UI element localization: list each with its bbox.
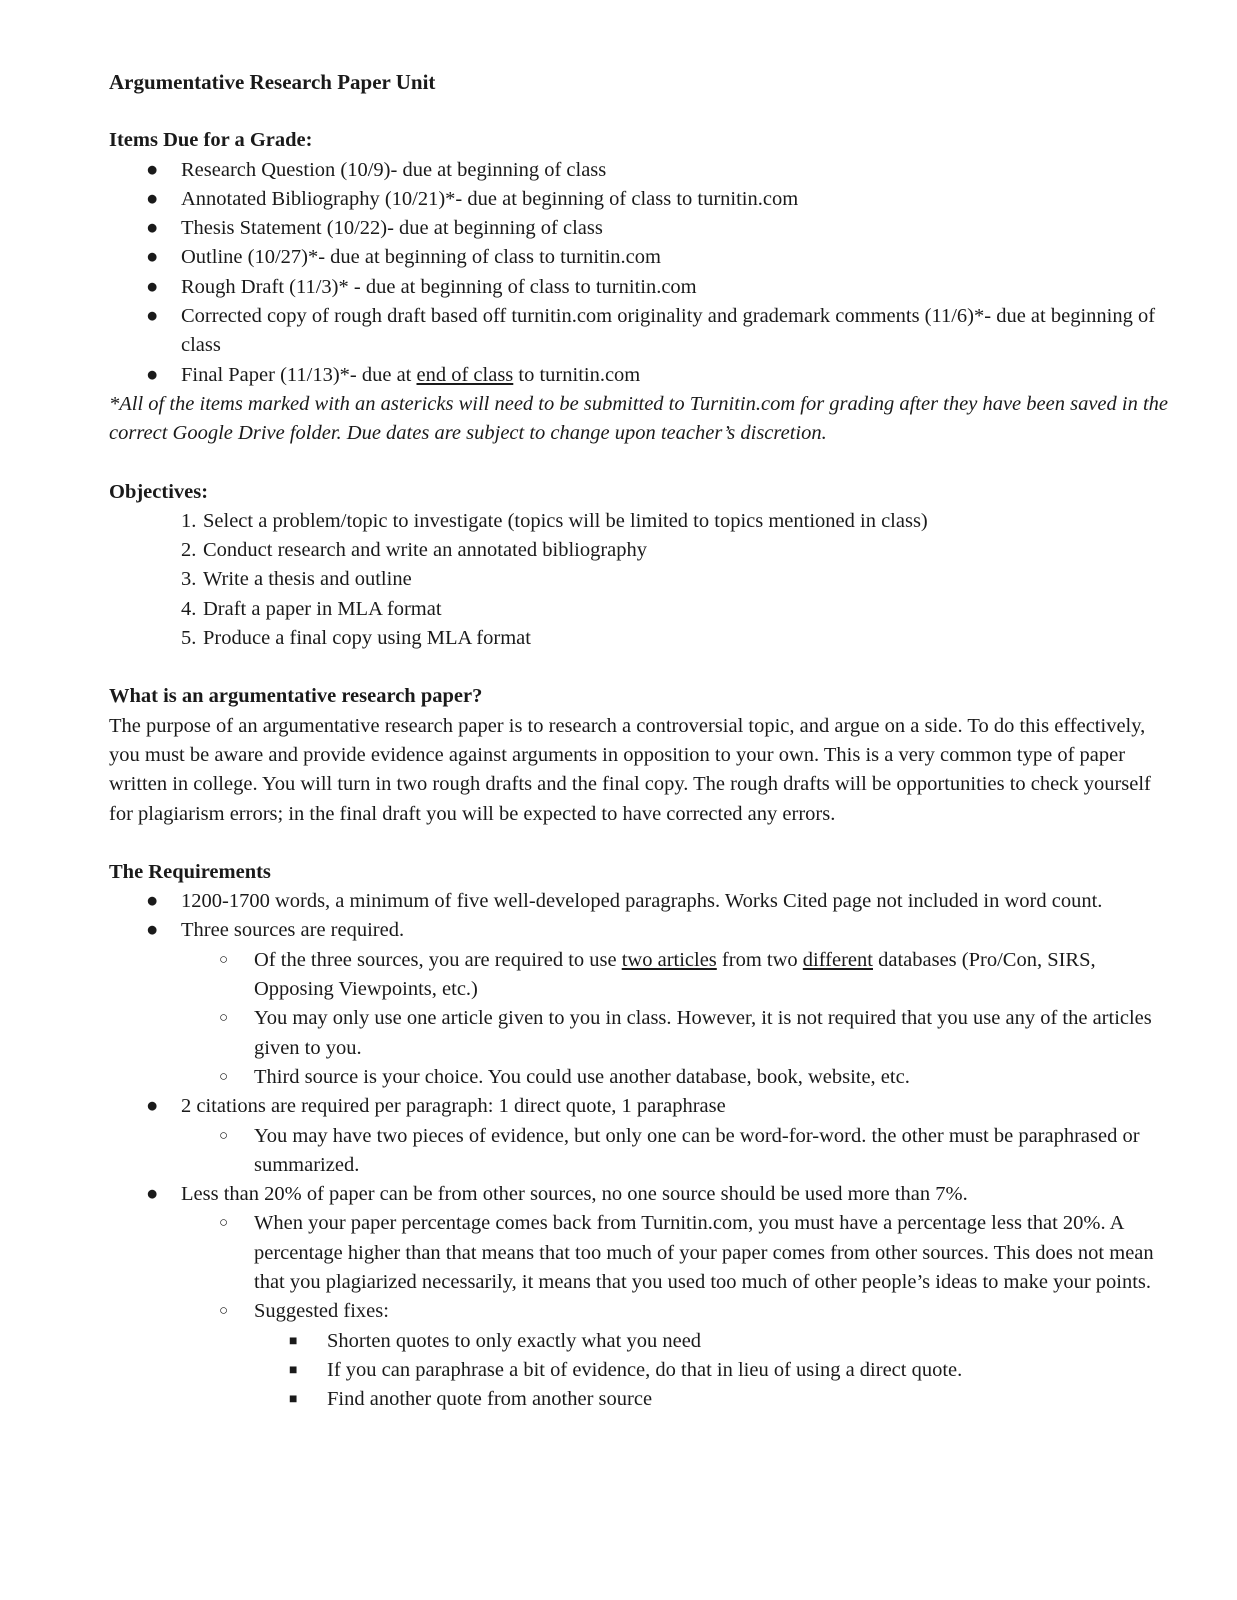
bullet-icon: ●: [146, 187, 159, 210]
circle-bullet-icon: ○: [219, 1303, 229, 1320]
bullet-icon: ●: [146, 919, 159, 942]
list-item: 1. Select a problem/topic to investigate (topics will be limited to topics mentioned in class): [181, 509, 928, 532]
bullet-icon: ●: [146, 890, 159, 913]
list-item: ● Outline (10/27)*- due at beginning of class to turnitin.com: [109, 243, 1169, 272]
sub-list-item: ○ You may only use one article given to you in class. However, it is not required that you use any of the articles given to you.: [109, 1004, 1169, 1063]
circle-bullet-icon: ○: [219, 951, 229, 968]
list-item: ● Three sources are required.: [109, 916, 1169, 945]
list-item: ● Less than 20% of paper can be from other sources, no one source should be used more than 7%.: [109, 1180, 1169, 1209]
list-item: ● Corrected copy of rough draft based off turnitin.com originality and grademark comments (11/6)*- due at beginning of class: [109, 302, 1169, 361]
sub-sub-list-item: ■ Find another quote from another source: [109, 1385, 1169, 1414]
list-item: 4. Draft a paper in MLA format: [181, 597, 442, 620]
sub-sub-list-item: ■ Shorten quotes to only exactly what you need: [109, 1327, 1169, 1356]
what-is-paragraph: The purpose of an argumentative research paper is to research a controversial topic, and argue on a side. To do this effectively, you must be aware and provide evidence against arguments in opposition to your own. This is a very common type of paper written in college. You will turn in two rough drafts and the final copy. The rough drafts will be opportunities to check yourself for plagiarism errors; in the final draft you will be expected to have corrected any errors.: [109, 714, 1151, 825]
submission-note: *All of the items marked with an astericks will need to be submitted to Turnitin.com for grading after they have been saved in the correct Google Drive folder. Due dates are subject to change upon teacher’s discretion.: [109, 392, 1169, 445]
page-title: Argumentative Research Paper Unit: [109, 70, 436, 94]
bullet-icon: ●: [146, 363, 159, 386]
square-bullet-icon: ■: [289, 1333, 298, 1349]
items-due-heading: Items Due for a Grade:: [109, 129, 313, 152]
list-item: 5. Produce a final copy using MLA format: [181, 627, 531, 650]
bullet-icon: ●: [146, 1095, 159, 1118]
bullet-icon: ●: [146, 158, 159, 181]
underlined-text: two articles: [621, 948, 717, 971]
square-bullet-icon: ■: [289, 1362, 298, 1378]
bullet-icon: ●: [146, 275, 159, 298]
underlined-text: end of class: [416, 363, 514, 386]
objectives-list: [109, 507, 1169, 653]
circle-bullet-icon: ○: [219, 1127, 229, 1144]
list-item: ● Annotated Bibliography (10/21)*- due at beginning of class to turnitin.com: [109, 185, 1169, 214]
objectives-heading: Objectives:: [109, 480, 209, 503]
list-item: ● Thesis Statement (10/22)- due at beginning of class: [109, 214, 1169, 243]
requirements-heading: The Requirements: [109, 860, 271, 883]
list-item: 2. Conduct research and write an annotated bibliography: [181, 539, 648, 562]
list-item: ● Research Question (10/9)- due at beginning of class: [109, 156, 1169, 185]
bullet-icon: ●: [146, 217, 159, 240]
list-item: ● 2 citations are required per paragraph: 1 direct quote, 1 paraphrase: [109, 1092, 1169, 1121]
sub-list-item: ○ When your paper percentage comes back from Turnitin.com, you must have a percentage less that 20%. A percentage higher than that means that too much of your paper comes from other sources. This does not mean that you plagiarized necessarily, it means that you used too much of other people’s ideas to make your points.: [109, 1209, 1169, 1297]
list-item: ● Rough Draft (11/3)* - due at beginning of class to turnitin.com: [109, 273, 1169, 302]
list-item: 3. Write a thesis and outline: [181, 568, 412, 591]
bullet-icon: ●: [146, 305, 159, 328]
list-item: ● 1200-1700 words, a minimum of five well-developed paragraphs. Works Cited page not included in word count.: [109, 887, 1169, 916]
list-item: ● Final Paper (11/13)*- due at end of class to turnitin.com: [109, 361, 1169, 390]
circle-bullet-icon: ○: [219, 1215, 229, 1232]
sub-list-item: ○ You may have two pieces of evidence, but only one can be word-for-word. the other must be paraphrased or summarized.: [109, 1122, 1169, 1181]
sub-list-item: ○ Third source is your choice. You could use another database, book, website, etc.: [109, 1063, 1169, 1092]
requirements-list: [109, 887, 1169, 1414]
items-due-list: [109, 156, 1169, 390]
document-content: [109, 68, 1169, 1414]
bullet-icon: ●: [146, 246, 159, 269]
sub-sub-list-item: ■ If you can paraphrase a bit of evidence, do that in lieu of using a direct quote.: [109, 1356, 1169, 1385]
square-bullet-icon: ■: [289, 1392, 298, 1408]
bullet-icon: ●: [146, 1183, 159, 1206]
sub-list-item: ○ Suggested fixes:: [109, 1297, 1169, 1326]
what-is-heading: What is an argumentative research paper?: [109, 685, 483, 708]
underlined-text: different: [802, 948, 873, 971]
circle-bullet-icon: ○: [219, 1068, 229, 1085]
sub-list-item: ○ Of the three sources, you are required to use two articles from two different databases (Pro/Con, SIRS, Opposing Viewpoints, etc.): [109, 946, 1169, 1005]
circle-bullet-icon: ○: [219, 1010, 229, 1027]
